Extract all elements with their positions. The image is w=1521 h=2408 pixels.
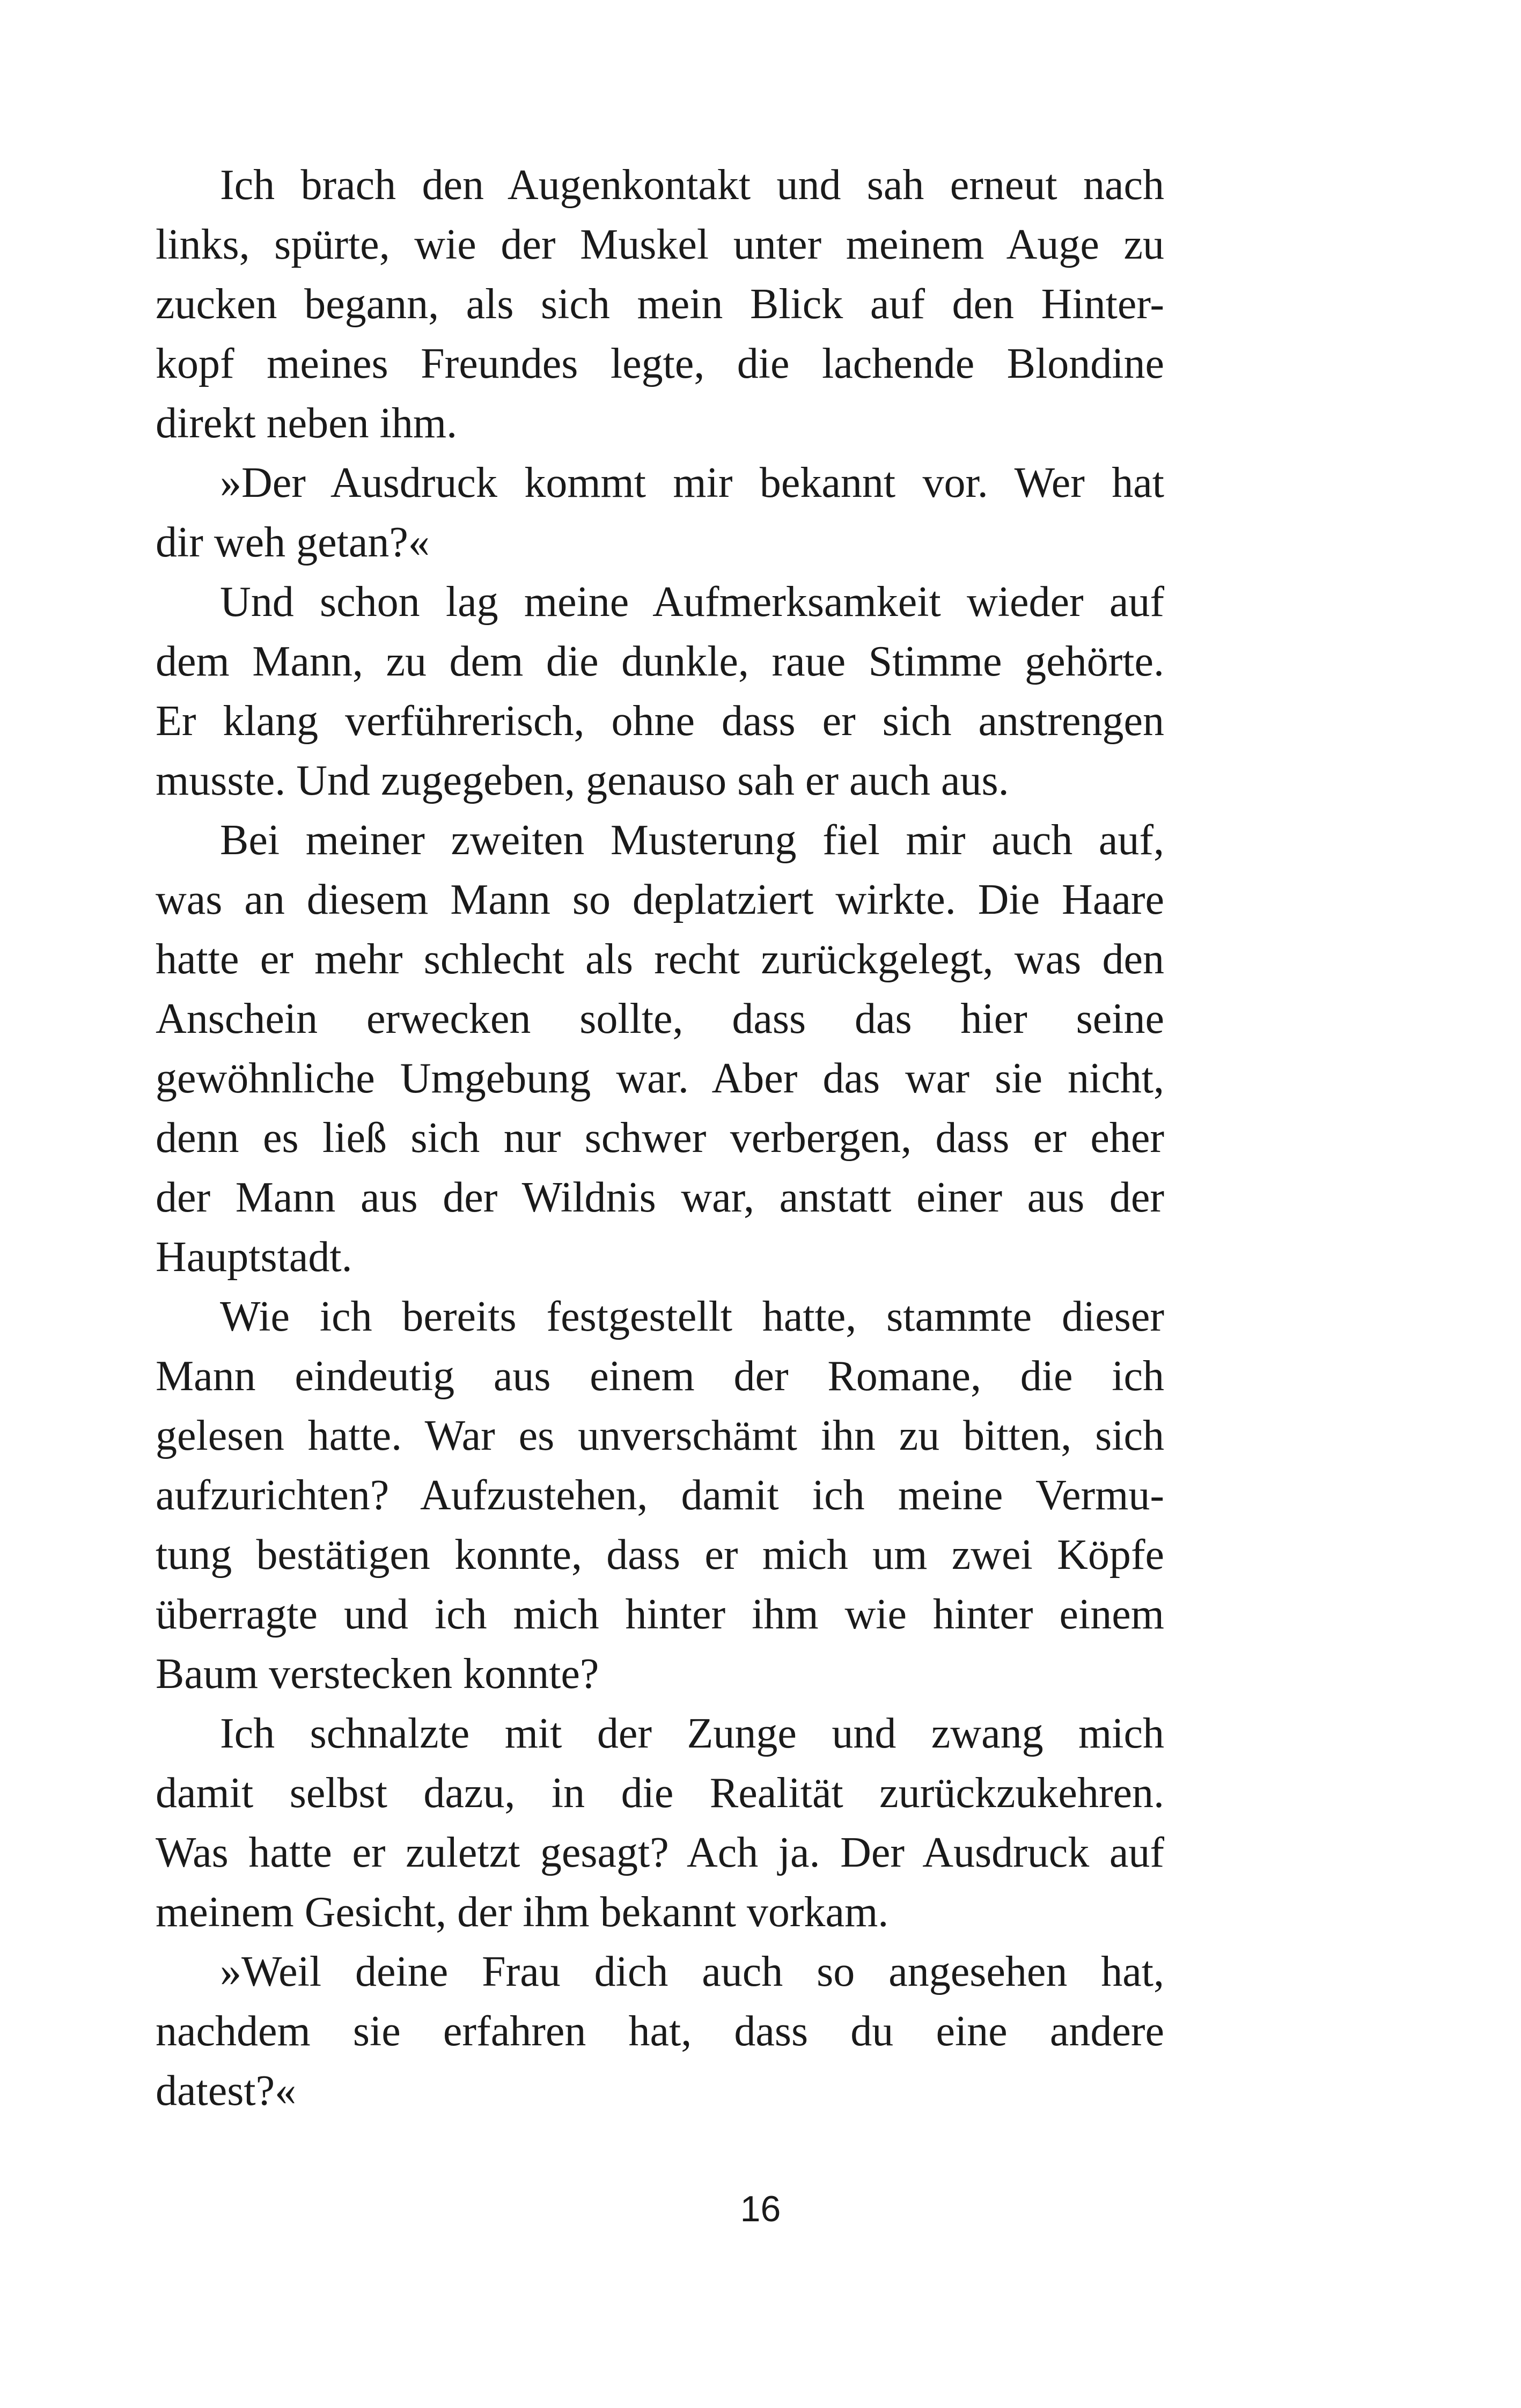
text-line: Ich schnalzte mit der Zunge und zwang mich xyxy=(220,1710,1164,1757)
text-line: gelesen hatte. War es unverschämt ihn zu bitten, sich xyxy=(156,1412,1164,1459)
paragraph xyxy=(156,572,1164,811)
paragraph xyxy=(156,1704,1164,1942)
page-number: 16 xyxy=(740,2189,781,2229)
text-line: Hauptstadt. xyxy=(156,1234,352,1281)
text-line: Bei meiner zweiten Musterung fiel mir auch auf, xyxy=(220,817,1164,864)
text-line: damit selbst dazu, in die Realität zurückzukehren. xyxy=(156,1770,1164,1817)
text-line: der Mann aus der Wildnis war, anstatt einer aus der xyxy=(156,1174,1164,1221)
text-line: tung bestätigen konnte, dass er mich um zwei Köpfe xyxy=(156,1531,1164,1579)
text-line: »Weil deine Frau dich auch so angesehen hat, xyxy=(220,1948,1164,1995)
body-text xyxy=(156,156,1164,2121)
text-line: »Der Ausdruck kommt mir bekannt vor. Wer hat xyxy=(220,459,1164,506)
text-line: aufzurichten? Aufzustehen, damit ich meine Vermu- xyxy=(156,1472,1164,1519)
text-line: hatte er mehr schlecht als recht zurückgelegt, was den xyxy=(156,936,1164,983)
text-line: Er klang verführerisch, ohne dass er sich anstrengen xyxy=(156,698,1164,745)
text-line: datest?« xyxy=(156,2067,297,2115)
text-line: kopf meines Freundes legte, die lachende Blondine xyxy=(156,340,1164,387)
text-line: nachdem sie erfahren hat, dass du eine andere xyxy=(156,2008,1164,2055)
text-line: dem Mann, zu dem die dunkle, raue Stimme gehörte. xyxy=(156,638,1164,685)
paragraph xyxy=(156,1287,1164,1704)
text-line: links, spürte, wie der Muskel unter meinem Auge zu xyxy=(156,221,1164,268)
paragraph xyxy=(156,1942,1164,2121)
text-line: gewöhnliche Umgebung war. Aber das war sie nicht, xyxy=(156,1055,1164,1102)
text-line: Und schon lag meine Aufmerksamkeit wieder auf xyxy=(220,578,1164,626)
paragraph xyxy=(156,811,1164,1287)
text-line: meinem Gesicht, der ihm bekannt vorkam. xyxy=(156,1889,889,1936)
text-line: direkt neben ihm. xyxy=(156,400,458,447)
text-line: überragte und ich mich hinter ihm wie hinter einem xyxy=(156,1591,1164,1638)
text-line: Wie ich bereits festgestellt hatte, stammte dieser xyxy=(220,1293,1164,1340)
text-line: Mann eindeutig aus einem der Romane, die ich xyxy=(156,1353,1164,1400)
paragraph xyxy=(156,156,1164,453)
text-line: zucken begann, als sich mein Blick auf den Hinter- xyxy=(156,281,1164,328)
text-line: was an diesem Mann so deplatziert wirkte. Die Haare xyxy=(156,876,1164,923)
text-line: Ich brach den Augenkontakt und sah erneut nach xyxy=(220,161,1164,209)
text-line: denn es ließ sich nur schwer verbergen, dass er eher xyxy=(156,1114,1164,1162)
text-line: Was hatte er zuletzt gesagt? Ach ja. Der Ausdruck auf xyxy=(156,1829,1164,1876)
text-line: Baum verstecken konnte? xyxy=(156,1650,599,1698)
text-line: dir weh getan?« xyxy=(156,519,430,566)
paragraph xyxy=(156,453,1164,572)
text-line: Anschein erwecken sollte, dass das hier seine xyxy=(156,995,1164,1043)
text-line: musste. Und zugegeben, genauso sah er auch aus. xyxy=(156,757,1009,804)
